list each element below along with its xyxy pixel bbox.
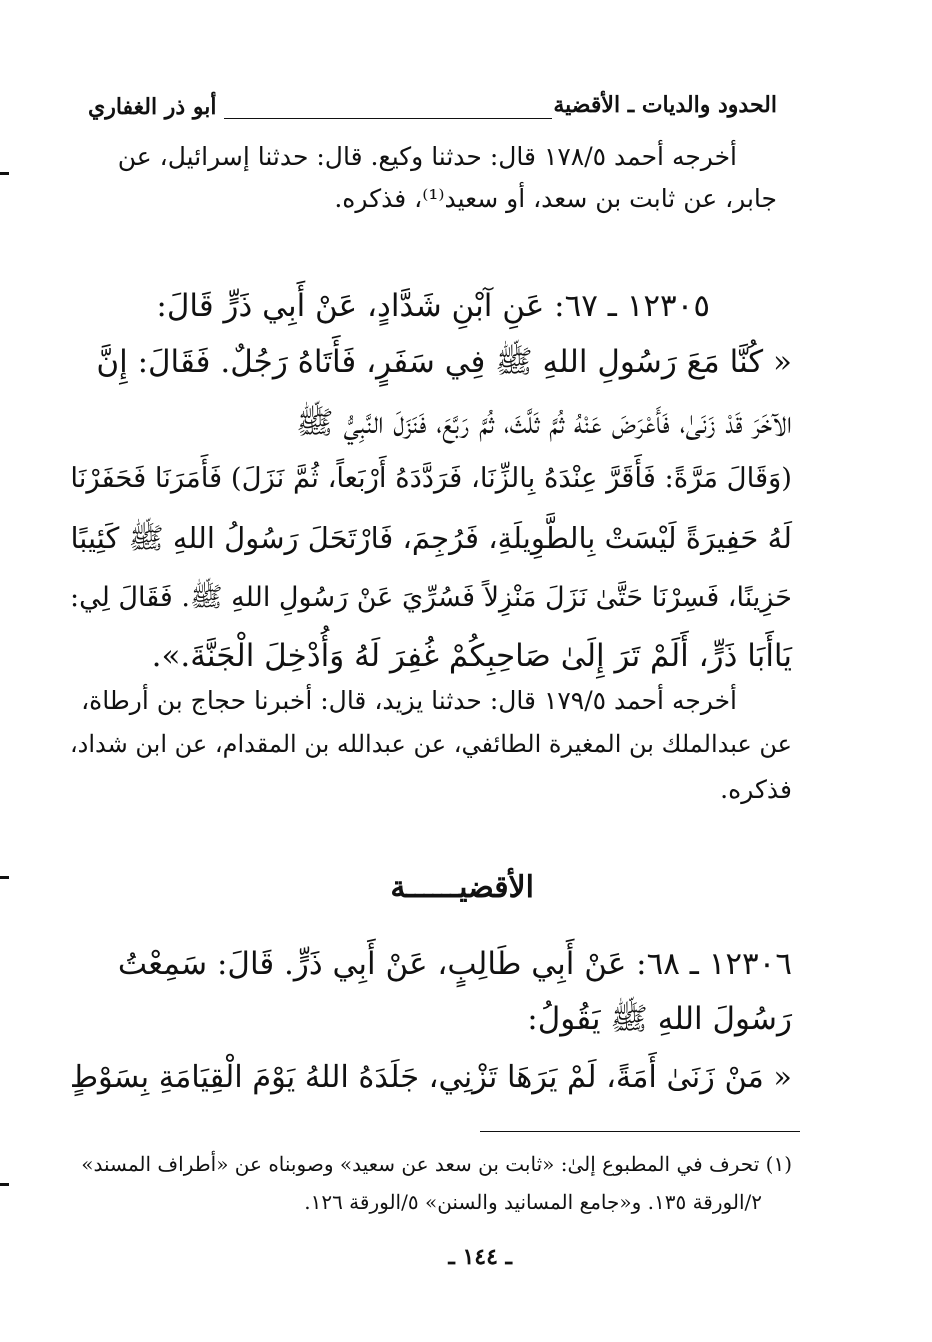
hadith-text-line: رَسُولَ اللهِ ﷺ يَقُولُ: bbox=[527, 1001, 792, 1037]
footnote-line: (١) تحرف في المطبوع إلىٰ: «ثابت بن سعد عن سعيد» وصوبناه عن «أطراف المسند» bbox=[81, 1152, 792, 1176]
book-name: أبو ذر الغفاري bbox=[88, 94, 217, 120]
header-rule bbox=[224, 118, 552, 119]
hadith-text-line: يَاأَبَا ذَرٍّ، أَلَمْ تَرَ إِلَىٰ صَاحِبِكُمْ غُفِرَ لَهُ وَأُدْخِلَ الْجَنَّةَ.». bbox=[151, 638, 792, 674]
hadith-text-line: « كُنَّا مَعَ رَسُولِ اللهِ ﷺ فِي سَفَرٍ، فَأَتَاهُ رَجُلٌ. فَقَالَ: إِنَّ bbox=[96, 344, 792, 380]
hadith-text-line: « مَنْ زَنَىٰ أَمَةً، لَمْ يَرَهَا تَزْنِي، جَلَدَهُ اللهُ يَوْمَ الْقِيَامَةِ بِسَوْطٍ bbox=[69, 1060, 792, 1095]
source-line: فذكره. bbox=[720, 775, 792, 804]
section-heading: الأقضيــــــة bbox=[390, 870, 534, 905]
hadith-text-line: لَهُ حَفِيرَةً لَيْسَتْ بِالطَّوِيلَةِ، فَرُجِمَ، فَارْتَحَلَ رَسُولُ اللهِ ﷺ كَئِيبًا bbox=[70, 521, 792, 555]
footnote-rule bbox=[480, 1131, 800, 1132]
hadith-text-line: الآخَرَ قَدْ زَنَىٰ، فَأَعْرَضَ عَنْهُ ثُمَّ ثَلَّثَ، ثُمَّ رَبَّعَ، فَنَزَلَ النَّبِيُّ ﷺ bbox=[296, 405, 792, 441]
hadith-number-line: ١٢٣٠٦ ـ ٦٨: عَنْ أَبِي طَالِبٍ، عَنْ أَبِي ذَرٍّ. قَالَ: سَمِعْتُ bbox=[117, 946, 792, 982]
scan-mark bbox=[0, 1183, 9, 1186]
source-line: أخرجه أحمد ١٧٩/٥ قال: حدثنا يزيد، قال: أخبرنا حجاج بن أرطاة، bbox=[81, 686, 737, 715]
source-line: جابر، عن ثابت بن سعد، أو سعيد⁽¹⁾، فذكره. bbox=[334, 184, 777, 213]
page-number: ـ ١٤٤ ـ bbox=[448, 1244, 512, 1270]
hadith-number-line: ١٢٣٠٥ ـ ٦٧: عَنِ آبْنِ شَدَّادٍ، عَنْ أَبِي ذَرٍّ قَالَ: bbox=[156, 288, 710, 324]
scan-mark bbox=[0, 172, 9, 175]
footnote-line: ٢/الورقة ١٣٥. و«جامع المسانيد والسنن» ٥/الورقة ١٢٦. bbox=[304, 1190, 762, 1214]
hadith-text-line: حَزِينًا، فَسِرْنَا حَتَّىٰ نَزَلَ مَنْزِلاً فَسُرِّيَ عَنْ رَسُولِ اللهِ ﷺ. فَقَالَ لِي: bbox=[70, 582, 792, 613]
hadith-text-line: (وَقَالَ مَرَّةً: فَأَقَرَّ عِنْدَهُ بِالزِّنَا، فَرَدَّدَهُ أَرْبَعاً، ثُمَّ نَزَلَ) فَأَمَرَنَا فَحَفَرْنَا bbox=[70, 463, 792, 494]
source-line: عن عبدالملك بن المغيرة الطائفي، عن عبدالله بن المقدام، عن ابن شداد، bbox=[69, 730, 792, 758]
source-line: أخرجه أحمد ١٧٨/٥ قال: حدثنا وكيع. قال: حدثنا إسرائيل، عن bbox=[117, 142, 737, 171]
running-title: الحدود والديات ـ الأقضية bbox=[553, 92, 777, 118]
scan-mark bbox=[0, 876, 9, 879]
